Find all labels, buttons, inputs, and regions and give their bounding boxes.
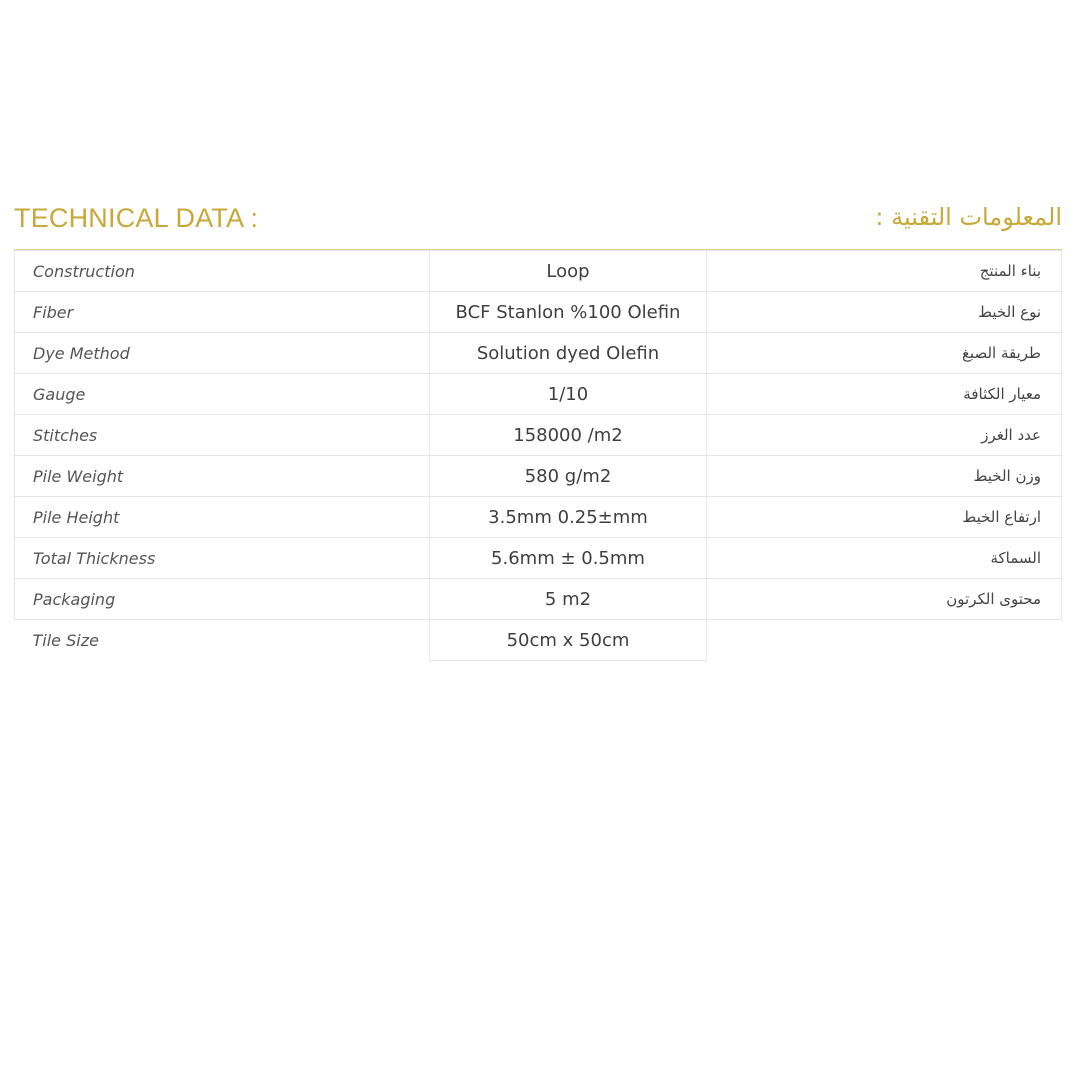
row-value: BCF Stanlon %100 Olefin bbox=[430, 292, 707, 333]
row-label-english: Construction bbox=[15, 251, 430, 292]
row-value: 158000 /m2 bbox=[430, 415, 707, 456]
table-row-total-thickness bbox=[15, 538, 1062, 579]
table-row-tile-size bbox=[15, 620, 1062, 661]
row-label-arabic: عدد الغرز bbox=[707, 415, 1062, 456]
table-row-packaging bbox=[15, 579, 1062, 620]
table-row-pile-height bbox=[15, 497, 1062, 538]
row-label-arabic: طريقة الصبغ bbox=[707, 333, 1062, 374]
technical-data-table bbox=[14, 250, 1062, 661]
row-value: 3.5mm 0.25±mm bbox=[430, 497, 707, 538]
row-label-english: Dye Method bbox=[15, 333, 430, 374]
row-value: Loop bbox=[430, 251, 707, 292]
row-label-arabic bbox=[707, 620, 1062, 661]
row-label-arabic: ارتفاع الخيط bbox=[707, 497, 1062, 538]
row-label-english: Packaging bbox=[15, 579, 430, 620]
row-label-english: Pile Height bbox=[15, 497, 430, 538]
row-value: 50cm x 50cm bbox=[430, 620, 707, 661]
row-label-english: Gauge bbox=[15, 374, 430, 415]
table-row-gauge bbox=[15, 374, 1062, 415]
row-label-english: Total Thickness bbox=[15, 538, 430, 579]
row-value: 1/10 bbox=[430, 374, 707, 415]
row-label-english: Stitches bbox=[15, 415, 430, 456]
row-label-arabic: وزن الخيط bbox=[707, 456, 1062, 497]
row-value: 5.6mm ± 0.5mm bbox=[430, 538, 707, 579]
row-label-arabic: نوع الخيط bbox=[707, 292, 1062, 333]
table-row-construction bbox=[15, 251, 1062, 292]
row-label-arabic: بناء المنتج bbox=[707, 251, 1062, 292]
row-label-arabic: معيار الكثافة bbox=[707, 374, 1062, 415]
row-label-arabic: محتوى الكرتون bbox=[707, 579, 1062, 620]
table-row-pile-weight bbox=[15, 456, 1062, 497]
title-english: TECHNICAL DATA : bbox=[14, 203, 259, 233]
row-value: 580 g/m2 bbox=[430, 456, 707, 497]
row-value: Solution dyed Olefin bbox=[430, 333, 707, 374]
row-value: 5 m2 bbox=[430, 579, 707, 620]
table-row-stitches bbox=[15, 415, 1062, 456]
row-label-arabic: السماكة bbox=[707, 538, 1062, 579]
table-row-dye-method bbox=[15, 333, 1062, 374]
row-label-english: Pile Weight bbox=[15, 456, 430, 497]
row-label-english: Fiber bbox=[15, 292, 430, 333]
title-arabic: المعلومات التقنية : bbox=[875, 203, 1062, 231]
table-row-fiber bbox=[15, 292, 1062, 333]
row-label-english: Tile Size bbox=[15, 620, 430, 661]
